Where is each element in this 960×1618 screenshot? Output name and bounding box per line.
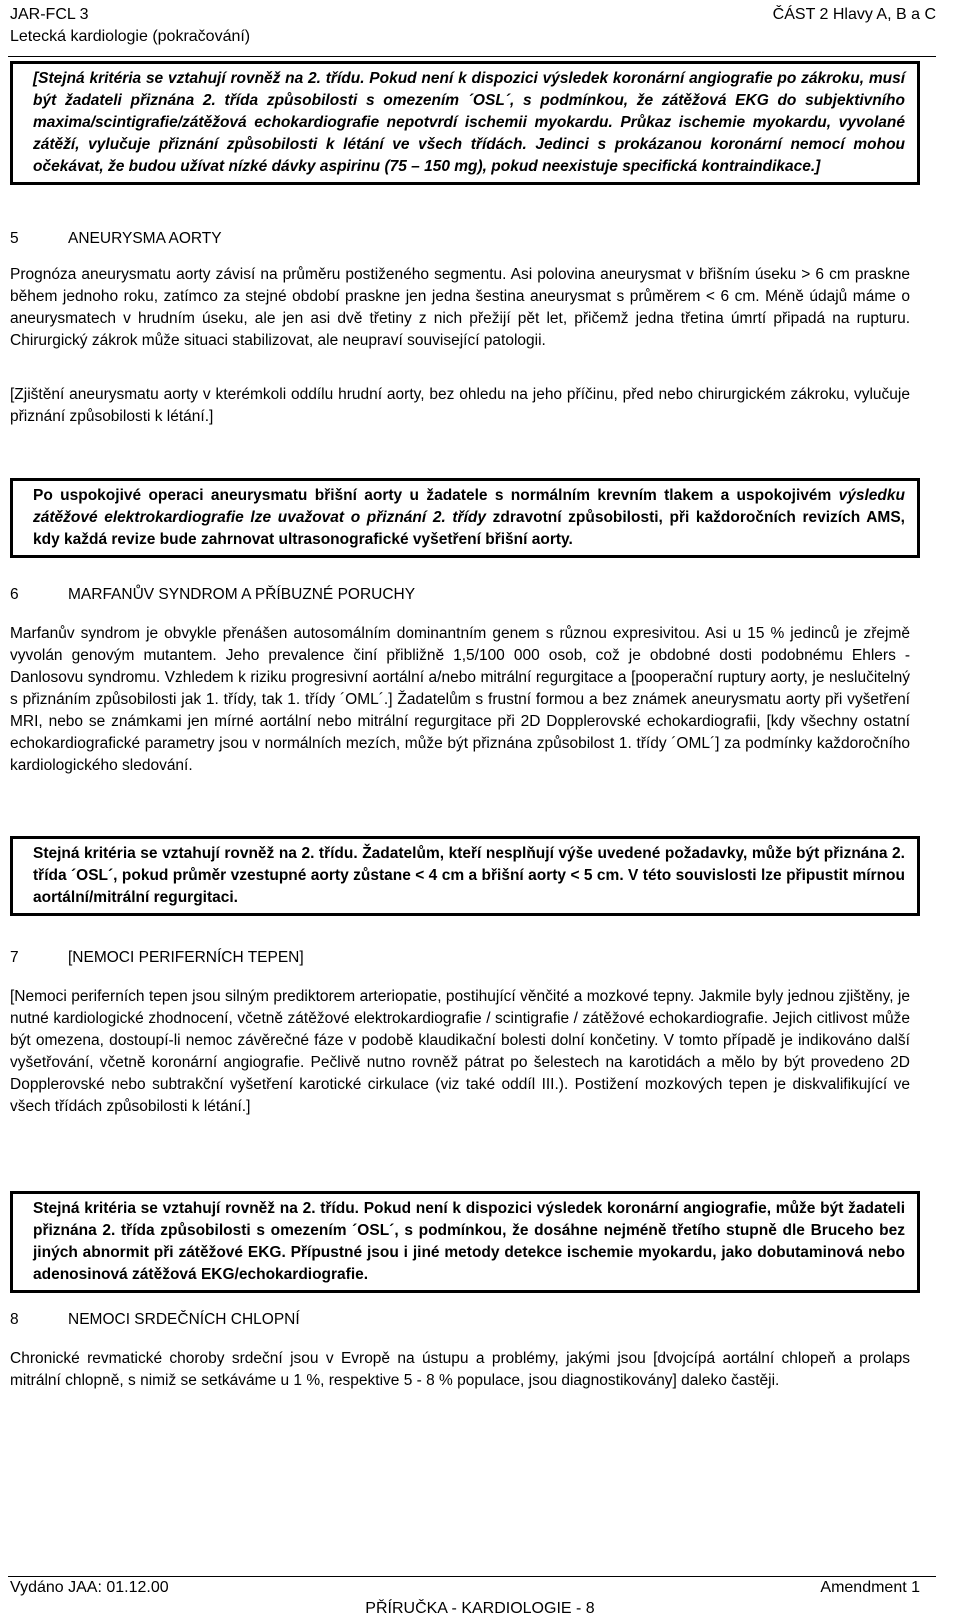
section-number: 6 bbox=[10, 586, 19, 603]
section-title: MARFANŮV SYNDROM A PŘÍBUZNÉ PORUCHY bbox=[68, 586, 416, 603]
section-number: 7 bbox=[10, 949, 19, 966]
section-8-paragraph-1: Chronické revmatické choroby srdeční jsou v Evropě na ústupu a problémy, jakými jsou [dvojcípá aortální chlopeň a prolaps mitrální chlopně, s nimiž se setkáváme u 1 %, respektive 5 - 8 % populace, jsou diagnostikovány] daleko častěji. bbox=[10, 1350, 910, 1389]
section-title: ANEURYSMA AORTY bbox=[68, 230, 222, 247]
criteria-box-peripheral: Stejná kritéria se vztahují rovněž na 2. třídu. Pokud není k dispozici výsledek koronární angiografie, může být žadateli přiznána 2. třída způsobilosti s omezením ´OSL´, s podmínkou, že dosáhne nejméně třetího stupně dle Bruceho bez jiných abnormit při zátěžové EKG. Přípustné jsou i jiné metody detekce ischemie myokardu, jako dobutaminová nebo adenosinová zátěžová EKG/echokardiografie. bbox=[10, 1191, 920, 1293]
doc-subtitle: Letecká kardiologie (pokračování) bbox=[10, 28, 251, 45]
section-number: 8 bbox=[10, 1311, 19, 1328]
amendment-label: Amendment 1 bbox=[820, 1579, 920, 1596]
issue-date: Vydáno JAA: 01.12.00 bbox=[10, 1579, 169, 1596]
doc-part: ČÁST 2 Hlavy A, B a C bbox=[772, 6, 936, 23]
criteria-box-marfan: Stejná kritéria se vztahují rovněž na 2. třídu. Žadatelům, kteří nesplňují výše uvedené požadavky, může být přiznána 2. třída ´OSL´, pokud průměr vzestupné aorty zůstane < 4 cm a břišní aorty < 5 cm. V této souvislosti lze připustit mírnou aortální/mitrální regurgitaci. bbox=[10, 836, 920, 916]
box-text: Po uspokojivé operaci aneurysmatu břišní aorty u žadatele s normálním krevním tlakem a uspokojivém bbox=[33, 487, 839, 504]
section-number: 5 bbox=[10, 230, 19, 247]
header-divider bbox=[8, 56, 936, 57]
page-number: PŘÍRUČKA - KARDIOLOGIE - 8 bbox=[365, 1600, 595, 1617]
box-text-italic: výsledku zátěžové elektrokardiografie lze uvažovat o přiznání 2. třídy bbox=[33, 487, 905, 526]
criteria-box-coronary: [Stejná kritéria se vztahují rovněž na 2. třídu. Pokud není k dispozici výsledek koronární angiografie po zákroku, musí být žadateli přiznána 2. třída způsobilosti s omezením ´OSL´, s podmínkou, že zátěžová EKG do subjektivního maxima/scintigrafie/zátěžová echokardiografie nepotvrdí ischemii myokardu. Průkaz ischemie myokardu, vyvolané zátěží, vylučuje přiznání způsobilosti k létání ve všech třídách. Jedinci s prokázanou koronární nemocí mohou očekávat, že budou užívat nízké dávky aspirinu (75 – 150 mg), pokud neexistuje specifická kontraindikace.] bbox=[10, 61, 920, 185]
section-7-paragraph-1: [Nemoci periferních tepen jsou silným prediktorem arteriopatie, postihující věnčité a mozkové tepny. Jakmile byly jednou zjištěny, je nutné kardiologické zhodnocení, včetně zátěžové elektrokardiografie / scintigrafie / zátěžové echokardiografie. Jejich citlivost může být omezena, dostoupí-li nemoc závěrečné fáze v podobě klaudikační bolesti dolní končetiny. V tomto případě je indikováno další vyšetřování, včetně koronární angiografie. Pečlivě nutno rovněž pátrat po šelestech na karotidách a mělo by být provedeno 2D Dopplerovské nebo subtrakční vyšetření karotické cirkulace (viz také oddíl III.). Postižení mozkových tepen je diskvalifikující ve všech třídách způsobilosti k létání.] bbox=[10, 988, 910, 1115]
section-title: NEMOCI SRDEČNÍCH CHLOPNÍ bbox=[68, 1311, 300, 1328]
section-6-paragraph-1: Marfanův syndrom je obvykle přenášen autosomálním dominantním genem s různou expresivitou. Asi u 15 % jedinců je zřejmě vyvolán genovým mutantem. Jeho prevalence činí přibližně 1,5/100 000 osob, což je obdobné dosti podobnému Ehlers - Danlosovu syndromu. Vzhledem k riziku progresivní aortální a/nebo mitrální regurgitace a [pooperační ruptury aorty, je neslučitelný s přiznáním způsobilosti jak 1. třídy, tak 1. třídy ´OML´.] Žadatelům s frustní formou a bez známek aneurysmatu aorty při vyšetření MRI, nebo se známkami jen mírné aortální nebo mitrální regurgitace při 2D Dopplerovské echokardiografii, [kdy všechny ostatní echokardiografické parametry jsou v normálních mezích, může být přiznána způsobilost 1. třídy ´OML´] za podmínky každoročního kardiologického sledování. bbox=[10, 625, 910, 774]
section-5-paragraph-1: Prognóza aneurysmatu aorty závisí na průměru postiženého segmentu. Asi polovina aneurysmat v břišním úseku > 6 cm praskne během jednoho roku, zatímco za stejné období praskne jen jedna šestina aneurysmat s průměrem < 6 cm. Méně údajů máme o aneurysmatech v hrudním úseku, ale jen asi dvě třetiny z nich přežijí pět let, přičemž jedna třetina úmrtí připadá na rupturu. Chirurgický zákrok může situaci stabilizovat, ale neupraví související patologii. bbox=[10, 266, 910, 349]
criteria-box-aneurysm bbox=[10, 478, 920, 558]
box-text: zdravotní způsobilosti, při každoročních revizích AMS, kdy každá revize bude zahrnovat ultrasonografické vyšetření břišní aorty. bbox=[33, 509, 905, 548]
section-title: [NEMOCI PERIFERNÍCH TEPEN] bbox=[68, 949, 304, 966]
footer-divider bbox=[8, 1576, 936, 1577]
doc-code: JAR-FCL 3 bbox=[10, 6, 89, 23]
section-5-paragraph-2: [Zjištění aneurysmatu aorty v kterémkoli oddílu hrudní aorty, bez ohledu na jeho příčinu, před nebo chirurgickém zákroku, vylučuje přiznání způsobilosti k létání.] bbox=[10, 386, 910, 425]
